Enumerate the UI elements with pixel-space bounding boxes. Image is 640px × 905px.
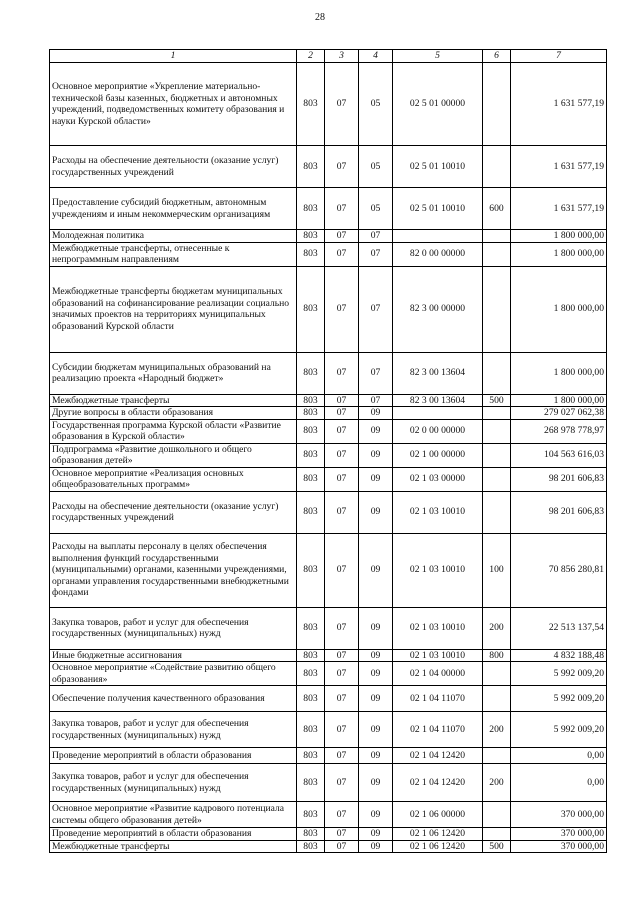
- table-row: [50, 443, 607, 467]
- row-ministry: 803: [297, 491, 325, 533]
- row-expense-type: [483, 828, 511, 841]
- row-section: 07: [325, 146, 359, 188]
- row-name: Межбюджетные трансферты бюджетам муниципальных образований на софинансирование реализации социально значимых проектов на территориях муниципальных образований Курской области: [50, 266, 297, 352]
- row-section: 07: [325, 828, 359, 841]
- row-ministry: 803: [297, 188, 325, 230]
- row-expense-type: [483, 242, 511, 266]
- row-subsection: 07: [359, 230, 393, 243]
- row-target-code: 02 1 06 00000: [393, 802, 483, 828]
- table-row: [50, 242, 607, 266]
- row-subsection: 07: [359, 394, 393, 407]
- row-target-code: 02 1 03 10010: [393, 607, 483, 649]
- table-row: [50, 607, 607, 649]
- row-expense-type: 500: [483, 840, 511, 853]
- row-amount: 5 992 009,20: [511, 712, 607, 748]
- row-subsection: 09: [359, 712, 393, 748]
- row-target-code: 02 5 01 10010: [393, 188, 483, 230]
- table-row: [50, 649, 607, 662]
- row-expense-type: 200: [483, 607, 511, 649]
- row-expense-type: [483, 266, 511, 352]
- row-section: 07: [325, 266, 359, 352]
- table-row: [50, 394, 607, 407]
- row-ministry: 803: [297, 266, 325, 352]
- row-subsection: 05: [359, 188, 393, 230]
- table-row: [50, 712, 607, 748]
- row-subsection: 09: [359, 840, 393, 853]
- row-subsection: 09: [359, 533, 393, 607]
- table-row: [50, 467, 607, 491]
- row-expense-type: [483, 352, 511, 394]
- row-amount: 1 800 000,00: [511, 230, 607, 243]
- row-name: Государственная программа Курской области «Развитие образования в Курской области»: [50, 419, 297, 443]
- table-row: [50, 686, 607, 712]
- row-name: Основное мероприятие «Развитие кадрового потенциала системы общего образования детей»: [50, 802, 297, 828]
- row-subsection: 09: [359, 443, 393, 467]
- row-section: 07: [325, 840, 359, 853]
- row-target-code: 02 1 06 12420: [393, 828, 483, 841]
- header-col-3: 3: [325, 50, 359, 63]
- row-ministry: 803: [297, 533, 325, 607]
- row-amount: 370 000,00: [511, 802, 607, 828]
- table-row: [50, 407, 607, 420]
- row-target-code: 02 1 04 11070: [393, 686, 483, 712]
- table-row: [50, 352, 607, 394]
- row-expense-type: [483, 491, 511, 533]
- row-target-code: 02 1 03 10010: [393, 649, 483, 662]
- row-target-code: 82 3 00 00000: [393, 266, 483, 352]
- row-amount: 268 978 778,97: [511, 419, 607, 443]
- row-subsection: 07: [359, 266, 393, 352]
- row-ministry: 803: [297, 712, 325, 748]
- row-expense-type: [483, 467, 511, 491]
- row-amount: 98 201 606,83: [511, 467, 607, 491]
- row-expense-type: [483, 63, 511, 146]
- row-amount: 5 992 009,20: [511, 662, 607, 686]
- row-amount: 22 513 137,54: [511, 607, 607, 649]
- row-ministry: 803: [297, 443, 325, 467]
- row-target-code: 02 1 03 00000: [393, 467, 483, 491]
- row-section: 07: [325, 394, 359, 407]
- row-amount: 98 201 606,83: [511, 491, 607, 533]
- row-target-code: 02 1 03 10010: [393, 533, 483, 607]
- table-row: [50, 764, 607, 802]
- row-target-code: [393, 407, 483, 420]
- table-row: [50, 230, 607, 243]
- row-name: Закупка товаров, работ и услуг для обеспечения государственных (муниципальных) нужд: [50, 607, 297, 649]
- row-ministry: 803: [297, 686, 325, 712]
- row-ministry: 803: [297, 662, 325, 686]
- row-section: 07: [325, 533, 359, 607]
- row-section: 07: [325, 802, 359, 828]
- row-ministry: 803: [297, 230, 325, 243]
- row-name: Обеспечение получения качественного образования: [50, 686, 297, 712]
- header-col-4: 4: [359, 50, 393, 63]
- budget-table: [49, 49, 607, 853]
- row-section: 07: [325, 764, 359, 802]
- row-amount: 1 800 000,00: [511, 352, 607, 394]
- row-amount: 279 027 062,38: [511, 407, 607, 420]
- row-name: Основное мероприятие «Содействие развитию общего образования»: [50, 662, 297, 686]
- row-ministry: 803: [297, 242, 325, 266]
- row-target-code: 02 1 06 12420: [393, 840, 483, 853]
- row-name: Межбюджетные трансферты: [50, 394, 297, 407]
- row-ministry: 803: [297, 649, 325, 662]
- row-name: Закупка товаров, работ и услуг для обеспечения государственных (муниципальных) нужд: [50, 712, 297, 748]
- row-target-code: 02 5 01 00000: [393, 63, 483, 146]
- row-section: 07: [325, 419, 359, 443]
- row-name: Расходы на выплаты персоналу в целях обеспечения выполнения функций государственными (муниципальными) органами, казенными учреждениями, органами управления государственными внебюджетными фондами: [50, 533, 297, 607]
- row-expense-type: 800: [483, 649, 511, 662]
- row-ministry: 803: [297, 828, 325, 841]
- row-section: 07: [325, 491, 359, 533]
- row-name: Расходы на обеспечение деятельности (оказание услуг) государственных учреждений: [50, 491, 297, 533]
- row-amount: 1 800 000,00: [511, 266, 607, 352]
- row-section: 07: [325, 686, 359, 712]
- row-section: 07: [325, 230, 359, 243]
- row-expense-type: 600: [483, 188, 511, 230]
- row-subsection: 09: [359, 467, 393, 491]
- page-number: 28: [315, 12, 325, 23]
- row-subsection: 05: [359, 146, 393, 188]
- row-amount: 1 800 000,00: [511, 394, 607, 407]
- row-ministry: 803: [297, 467, 325, 491]
- table-row: [50, 266, 607, 352]
- row-amount: 0,00: [511, 748, 607, 764]
- table-row: [50, 662, 607, 686]
- row-target-code: 82 3 00 13604: [393, 352, 483, 394]
- row-section: 07: [325, 607, 359, 649]
- row-ministry: 803: [297, 607, 325, 649]
- row-target-code: 82 0 00 00000: [393, 242, 483, 266]
- row-ministry: 803: [297, 352, 325, 394]
- row-expense-type: 500: [483, 394, 511, 407]
- row-subsection: 09: [359, 764, 393, 802]
- row-expense-type: [483, 419, 511, 443]
- row-section: 07: [325, 242, 359, 266]
- table-row: [50, 533, 607, 607]
- row-expense-type: 100: [483, 533, 511, 607]
- row-name: Закупка товаров, работ и услуг для обеспечения государственных (муниципальных) нужд: [50, 764, 297, 802]
- row-name: Другие вопросы в области образования: [50, 407, 297, 420]
- row-section: 07: [325, 662, 359, 686]
- row-ministry: 803: [297, 63, 325, 146]
- row-name: Иные бюджетные ассигнования: [50, 649, 297, 662]
- header-col-5: 5: [393, 50, 483, 63]
- table-row: [50, 146, 607, 188]
- row-expense-type: [483, 686, 511, 712]
- row-section: 07: [325, 748, 359, 764]
- header-col-6: 6: [483, 50, 511, 63]
- row-target-code: 02 1 04 12420: [393, 748, 483, 764]
- row-amount: 370 000,00: [511, 840, 607, 853]
- row-subsection: 07: [359, 242, 393, 266]
- row-expense-type: [483, 802, 511, 828]
- row-target-code: 02 1 04 12420: [393, 764, 483, 802]
- header-row: [50, 50, 607, 63]
- table-row: [50, 63, 607, 146]
- row-expense-type: [483, 748, 511, 764]
- row-expense-type: [483, 662, 511, 686]
- table-row: [50, 840, 607, 853]
- row-target-code: 02 5 01 10010: [393, 146, 483, 188]
- header-col-7: 7: [511, 50, 607, 63]
- row-subsection: 09: [359, 802, 393, 828]
- row-name: Проведение мероприятий в области образования: [50, 828, 297, 841]
- table-row: [50, 828, 607, 841]
- row-section: 07: [325, 188, 359, 230]
- row-amount: 104 563 616,03: [511, 443, 607, 467]
- table-row: [50, 491, 607, 533]
- table-row: [50, 419, 607, 443]
- row-amount: 1 631 577,19: [511, 146, 607, 188]
- row-target-code: [393, 230, 483, 243]
- row-amount: 70 856 280,81: [511, 533, 607, 607]
- row-amount: 1 631 577,19: [511, 63, 607, 146]
- row-expense-type: [483, 443, 511, 467]
- row-section: 07: [325, 63, 359, 146]
- row-expense-type: [483, 407, 511, 420]
- row-ministry: 803: [297, 407, 325, 420]
- row-subsection: 09: [359, 748, 393, 764]
- row-ministry: 803: [297, 419, 325, 443]
- row-amount: 4 832 188,48: [511, 649, 607, 662]
- row-name: Основное мероприятие «Реализация основных общеобразовательных программ»: [50, 467, 297, 491]
- row-amount: 1 631 577,19: [511, 188, 607, 230]
- row-name: Межбюджетные трансферты, отнесенные к непрограммным направлениям: [50, 242, 297, 266]
- row-subsection: 09: [359, 686, 393, 712]
- row-subsection: 07: [359, 352, 393, 394]
- row-subsection: 09: [359, 662, 393, 686]
- row-subsection: 09: [359, 828, 393, 841]
- row-ministry: 803: [297, 748, 325, 764]
- row-section: 07: [325, 352, 359, 394]
- row-target-code: 02 1 00 00000: [393, 443, 483, 467]
- row-expense-type: 200: [483, 764, 511, 802]
- row-ministry: 803: [297, 764, 325, 802]
- table-row: [50, 188, 607, 230]
- row-target-code: 82 3 00 13604: [393, 394, 483, 407]
- row-subsection: 05: [359, 63, 393, 146]
- row-amount: 5 992 009,20: [511, 686, 607, 712]
- row-target-code: 02 1 03 10010: [393, 491, 483, 533]
- header-col-2: 2: [297, 50, 325, 63]
- table-row: [50, 748, 607, 764]
- row-expense-type: [483, 230, 511, 243]
- row-name: Подпрограмма «Развитие дошкольного и общего образования детей»: [50, 443, 297, 467]
- row-amount: 1 800 000,00: [511, 242, 607, 266]
- row-name: Межбюджетные трансферты: [50, 840, 297, 853]
- row-subsection: 09: [359, 607, 393, 649]
- row-section: 07: [325, 467, 359, 491]
- row-ministry: 803: [297, 802, 325, 828]
- row-section: 07: [325, 443, 359, 467]
- row-amount: 370 000,00: [511, 828, 607, 841]
- row-name: Основное мероприятие «Укрепление материально-технической базы казенных, бюджетных и автономных учреждений, подведомственных комитету образования и науки Курской области»: [50, 63, 297, 146]
- row-section: 07: [325, 712, 359, 748]
- row-ministry: 803: [297, 840, 325, 853]
- row-expense-type: [483, 146, 511, 188]
- header-col-1: 1: [50, 50, 297, 63]
- table-row: [50, 802, 607, 828]
- row-subsection: 09: [359, 419, 393, 443]
- row-section: 07: [325, 407, 359, 420]
- row-name: Предоставление субсидий бюджетным, автономным учреждениям и иным некоммерческим организациям: [50, 188, 297, 230]
- row-subsection: 09: [359, 491, 393, 533]
- row-amount: 0,00: [511, 764, 607, 802]
- row-name: Молодежная политика: [50, 230, 297, 243]
- row-target-code: 02 1 04 11070: [393, 712, 483, 748]
- row-ministry: 803: [297, 146, 325, 188]
- row-name: Расходы на обеспечение деятельности (оказание услуг) государственных учреждений: [50, 146, 297, 188]
- row-ministry: 803: [297, 394, 325, 407]
- row-target-code: 02 0 00 00000: [393, 419, 483, 443]
- row-expense-type: 200: [483, 712, 511, 748]
- row-subsection: 09: [359, 407, 393, 420]
- row-section: 07: [325, 649, 359, 662]
- row-name: Проведение мероприятий в области образования: [50, 748, 297, 764]
- row-target-code: 02 1 04 00000: [393, 662, 483, 686]
- row-subsection: 09: [359, 649, 393, 662]
- row-name: Субсидии бюджетам муниципальных образований на реализацию проекта «Народный бюджет»: [50, 352, 297, 394]
